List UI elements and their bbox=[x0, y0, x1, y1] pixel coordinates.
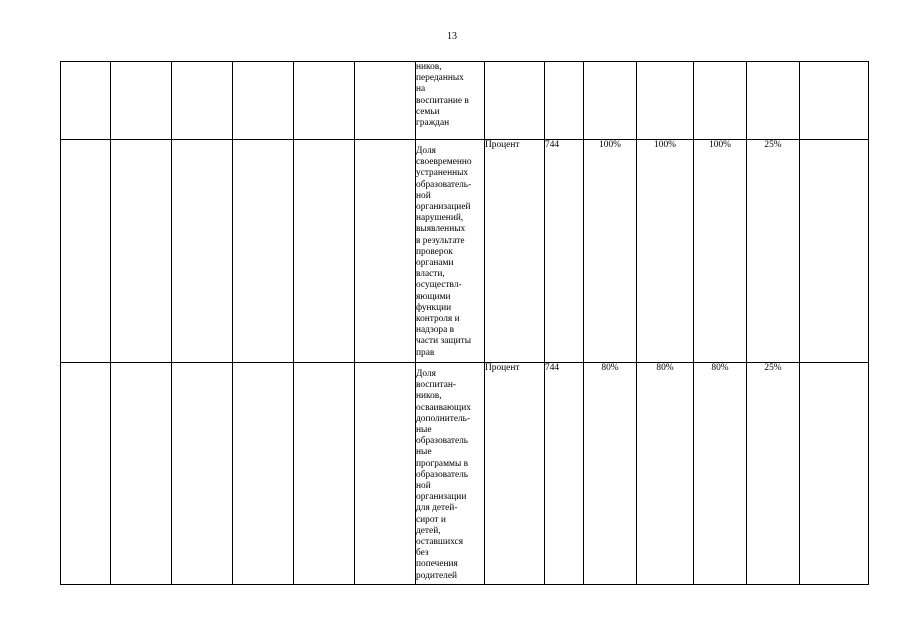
value-cell: 25% bbox=[747, 363, 800, 585]
unit-cell: Процент bbox=[485, 140, 545, 363]
table-row bbox=[61, 140, 869, 363]
table-row bbox=[61, 363, 869, 585]
table-cell bbox=[111, 62, 172, 140]
table-cell bbox=[61, 363, 111, 585]
value-cell bbox=[584, 62, 637, 140]
indicator-cell bbox=[416, 62, 485, 140]
code-cell: 744 bbox=[545, 140, 584, 363]
table-cell bbox=[111, 140, 172, 363]
value-cell: 100% bbox=[694, 140, 747, 363]
value-cell bbox=[637, 62, 694, 140]
value-cell: 80% bbox=[694, 363, 747, 585]
value-cell: 100% bbox=[584, 140, 637, 363]
indicator-text: Доля своевременно устраненных образователь- ной организацией нарушений, выявленных в результате проверок органами власти, осуществл- яющими функции контроля и надзора в части защиты прав bbox=[416, 146, 472, 358]
table-row bbox=[61, 62, 869, 140]
indicators-table bbox=[60, 61, 869, 585]
table-cell bbox=[355, 140, 416, 363]
indicator-text: Доля воспитан- ников, осваивающих дополнитель- ные образователь ные программы в образователь ной организации для детей- сирот и детей, оставшихся без попечения родителей bbox=[416, 369, 471, 581]
table-cell bbox=[233, 62, 294, 140]
table-cell bbox=[61, 62, 111, 140]
table-cell bbox=[355, 62, 416, 140]
table-cell bbox=[294, 363, 355, 585]
value-cell bbox=[747, 62, 800, 140]
table-cell bbox=[61, 140, 111, 363]
unit-cell bbox=[485, 62, 545, 140]
table-cell bbox=[355, 363, 416, 585]
code-cell: 744 bbox=[545, 363, 584, 585]
table-cell bbox=[233, 140, 294, 363]
table-cell bbox=[172, 140, 233, 363]
value-cell: 80% bbox=[584, 363, 637, 585]
indicator-text: ников, переданных на воспитание в семьи граждан bbox=[416, 62, 469, 129]
value-cell: 80% bbox=[637, 363, 694, 585]
indicator-cell bbox=[416, 140, 485, 363]
table-cell bbox=[294, 62, 355, 140]
table-cell bbox=[172, 62, 233, 140]
value-cell bbox=[694, 62, 747, 140]
table-cell bbox=[800, 363, 869, 585]
table-cell bbox=[233, 363, 294, 585]
page-number: 13 bbox=[447, 31, 457, 42]
table-cell bbox=[294, 140, 355, 363]
table-cell bbox=[172, 363, 233, 585]
table-cell bbox=[800, 62, 869, 140]
value-cell: 100% bbox=[637, 140, 694, 363]
table-cell bbox=[800, 140, 869, 363]
value-cell: 25% bbox=[747, 140, 800, 363]
indicator-cell bbox=[416, 363, 485, 585]
table-cell bbox=[111, 363, 172, 585]
unit-cell: Процент bbox=[485, 363, 545, 585]
code-cell bbox=[545, 62, 584, 140]
